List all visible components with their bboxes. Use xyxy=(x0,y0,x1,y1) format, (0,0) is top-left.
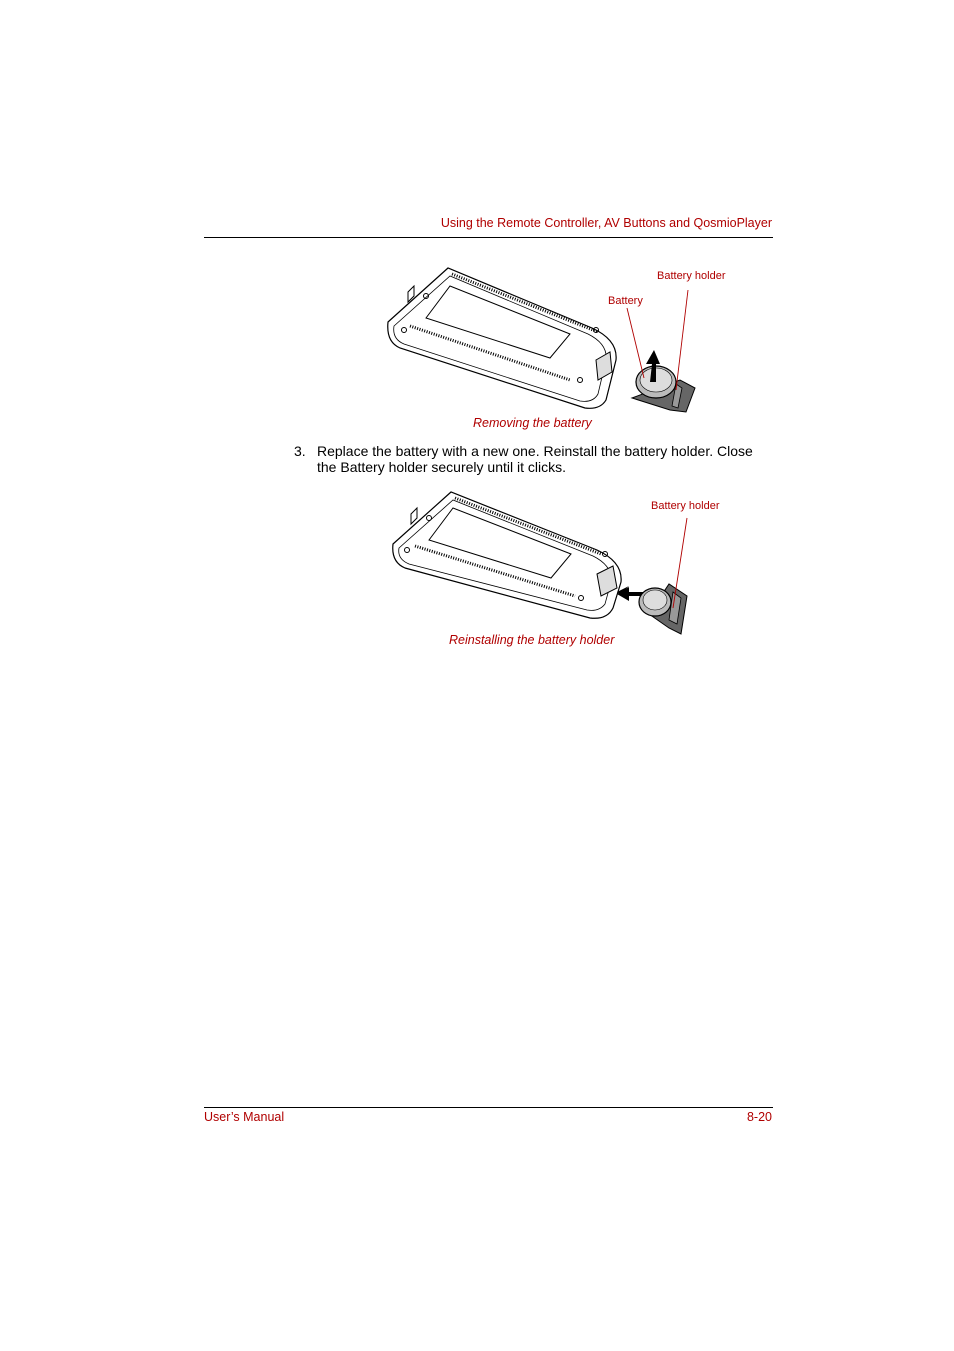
figure2-caption: Reinstalling the battery holder xyxy=(449,633,615,647)
step-text: Replace the battery with a new one. Reinstall the battery holder. Close the Battery holder securely until it clicks. xyxy=(317,443,753,475)
remove-battery-illustration xyxy=(380,260,710,420)
battery-callout: Battery xyxy=(608,295,643,307)
footer-rule xyxy=(204,1107,773,1108)
battery-holder-callout-2: Battery holder xyxy=(651,500,720,512)
step-number: 3. xyxy=(294,443,306,459)
figure1-caption: Removing the battery xyxy=(473,416,592,430)
running-header: Using the Remote Controller, AV Buttons and QosmioPlayer xyxy=(440,216,772,230)
page-number: 8-20 xyxy=(746,1110,772,1124)
battery-holder-callout: Battery holder xyxy=(657,270,726,282)
header-rule xyxy=(204,237,773,238)
footer-manual-title: User’s Manual xyxy=(204,1110,285,1124)
